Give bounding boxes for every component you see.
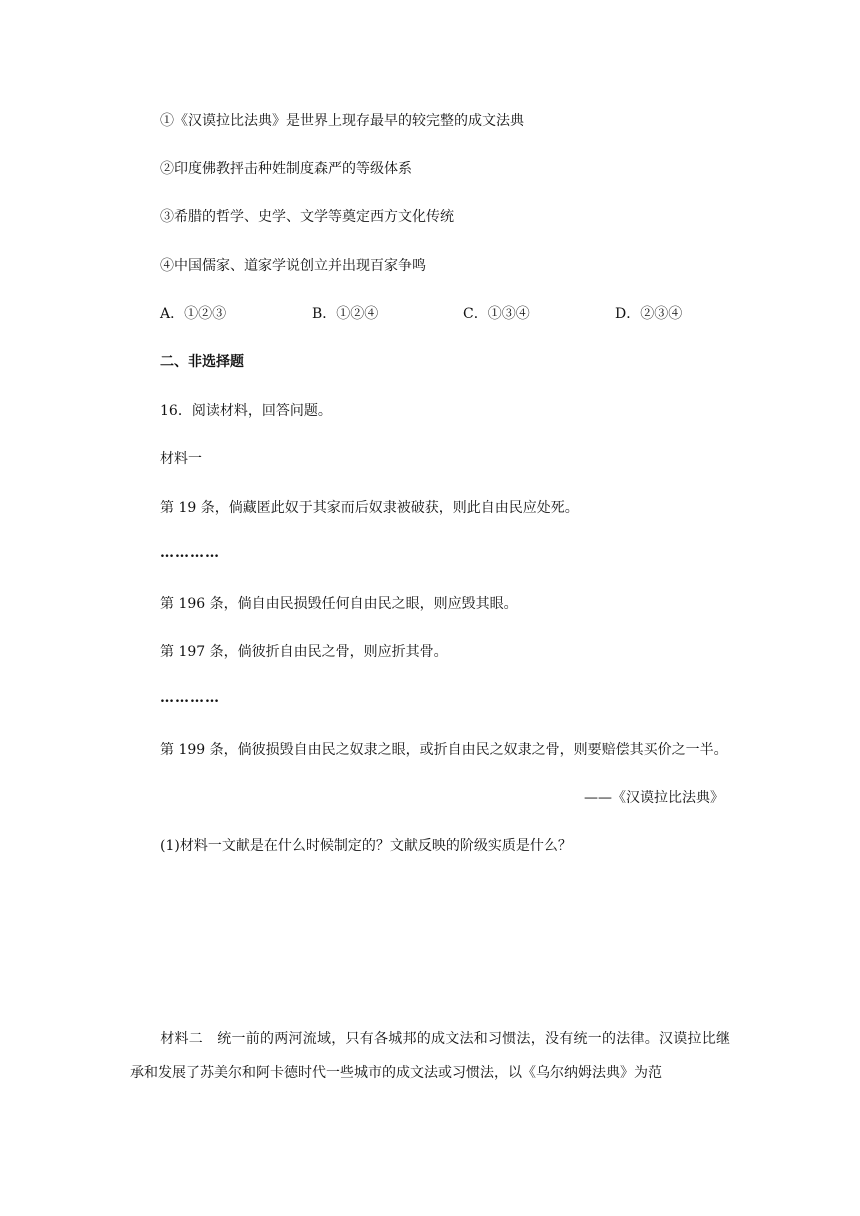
option-d: D．②③④ [615, 306, 683, 322]
article-199: 第 199 条，倘彼损毁自由民之奴隶之眼，或折自由民之奴隶之骨，则要赔偿其买价之一半。 [160, 742, 728, 758]
material-2-text: 统一前的两河流域，只有各城邦的成文法和习惯法，没有统一的法律。汉谟拉比继承和发展了苏美尔和阿卡德时代一些城市的成文法或习惯法，以《乌尔纳姆法典》为范 [130, 1031, 730, 1081]
article-197: 第 197 条，倘彼折自由民之骨，则应折其骨。 [160, 644, 448, 660]
article-19: 第 19 条，倘藏匿此奴于其家而后奴隶被破获，则此自由民应处死。 [160, 500, 579, 516]
material-2-label: 材料二 [160, 1031, 203, 1047]
article-196: 第 196 条，倘自由民损毁任何自由民之眼，则应毁其眼。 [160, 596, 518, 612]
material-2-paragraph [130, 1022, 730, 1090]
statement-1: ①《汉谟拉比法典》是世界上现存最早的较完整的成文法典 [160, 113, 524, 129]
statement-3: ③希腊的哲学、史学、文学等奠定西方文化传统 [160, 209, 454, 225]
source-citation: ——《汉谟拉比法典》 [584, 790, 724, 806]
option-c: C．①③④ [463, 306, 530, 322]
option-b: B．①②④ [312, 306, 379, 322]
section-title: 二、非选择题 [160, 354, 244, 370]
ellipsis-1: ………… [160, 545, 220, 561]
material-1-label: 材料一 [160, 451, 202, 467]
option-a: A．①②③ [160, 306, 227, 322]
question-16: 16．阅读材料，回答问题。 [160, 403, 332, 419]
sub-question-1: (1)材料一文献是在什么时候制定的？文献反映的阶级实质是什么？ [160, 838, 572, 854]
statement-4: ④中国儒家、道家学说创立并出现百家争鸣 [160, 258, 426, 274]
statement-2: ②印度佛教抨击种姓制度森严的等级体系 [160, 161, 412, 177]
ellipsis-2: ………… [160, 690, 220, 706]
